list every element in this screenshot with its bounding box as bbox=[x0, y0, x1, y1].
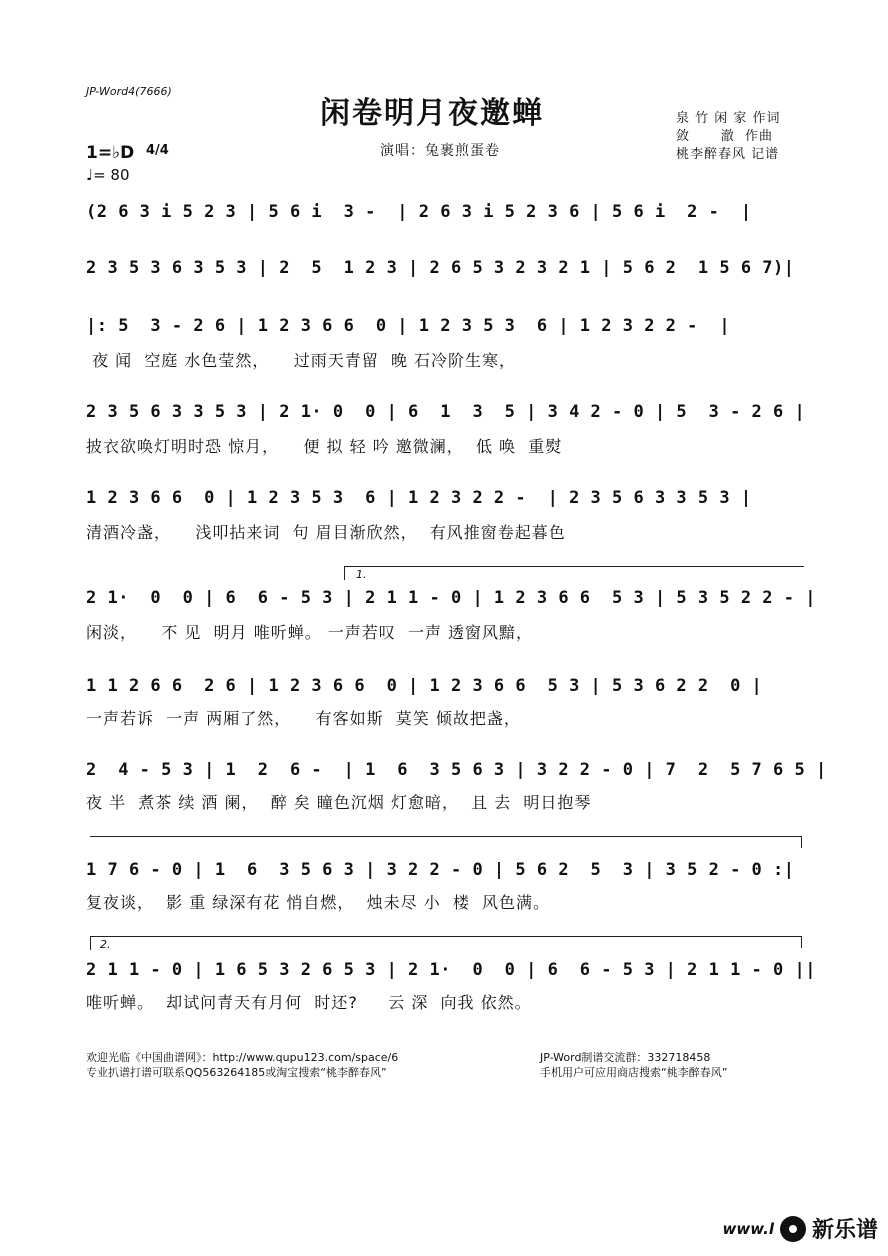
footer-left bbox=[86, 1050, 398, 1080]
lyric-line-5: 清酒冷盏， 浅叩拈来词 句 眉目渐欣然， 有风推窗卷起暮色 bbox=[86, 523, 566, 542]
credits bbox=[676, 110, 781, 164]
volta-2-tick-right bbox=[801, 936, 802, 948]
volta-1-line bbox=[344, 566, 804, 567]
notation-line-8: 2 4 - 5 3 | 1 2 6 - | 1 6 3 5 6 3 | 3 2 2 - 0 | 7 2 5 7 6 5 | bbox=[86, 760, 827, 780]
time-signature: 4/4 bbox=[146, 143, 169, 158]
footer-app-note: 手机用户可应用商店搜索“桃李醉春风” bbox=[540, 1066, 728, 1079]
notation-line-10: 2 1 1 - 0 | 1 6 5 3 2 6 5 3 | 2 1· 0 0 | 6 6 - 5 3 | 2 1 1 - 0 || bbox=[86, 960, 816, 980]
notation-line-6: 2 1· 0 0 | 6 6 - 5 3 | 2 1 1 - 0 | 1 2 3 6 6 5 3 | 5 3 5 2 2 - | bbox=[86, 588, 816, 608]
notation-line-1: (2 6 3 i 5 2 3 | 5 6 i 3 - | 2 6 3 i 5 2 3 6 | 5 6 i 2 - | bbox=[86, 202, 752, 222]
volta-2-tick bbox=[90, 936, 91, 950]
transcriber-credit: 桃李醉春风 记谱 bbox=[676, 147, 780, 162]
song-title: 闲卷明月夜邀蝉 bbox=[320, 96, 544, 131]
lyric-line-6: 闲淡， 不 见 明月 唯听蝉。 一声若叹 一声 透窗风黯， bbox=[86, 623, 534, 642]
tempo-mark: ♩= 80 bbox=[86, 166, 130, 184]
notation-line-4: 2 3 5 6 3 3 5 3 | 2 1· 0 0 | 6 1 3 5 | 3 4 2 - 0 | 5 3 - 2 6 | bbox=[86, 402, 806, 422]
lyric-line-7: 一声若诉 一声 两厢了然， 有客如斯 莫笑 倾故把盏， bbox=[86, 709, 521, 728]
system-divider-tick bbox=[801, 836, 802, 848]
lyric-line-9: 复夜谈， 影 重 绿深有花 悄自燃， 烛未尽 小 楼 风色满。 bbox=[86, 893, 551, 912]
notation-line-9: 1 7 6 - 0 | 1 6 3 5 6 3 | 3 2 2 - 0 | 5 6 2 5 3 | 3 5 2 - 0 :| bbox=[86, 860, 795, 880]
footer-site-link[interactable]: 欢迎光临《中国曲谱网》：http://www.qupu123.com/space/6 bbox=[86, 1051, 399, 1064]
footer-contact: 专业扒谱打谱可联系QQ563264185或淘宝搜索“桃李醉春风” bbox=[86, 1066, 387, 1079]
key-signature: 1=♭D bbox=[86, 143, 135, 163]
music-disc-icon bbox=[780, 1216, 806, 1242]
logo-www-text: www.l bbox=[722, 1219, 774, 1238]
footer-right bbox=[540, 1050, 727, 1080]
lyric-line-10: 唯听蝉。 却试问青天有月何 时还? 云 深 向我 依然。 bbox=[86, 993, 532, 1012]
lyric-line-4: 披衣欲唤灯明时恐 惊月， 便 拟 轻 吟 邀微澜， 低 唤 重熨 bbox=[86, 437, 563, 456]
lyricist-credit: 泉 竹 闲 家 作词 bbox=[676, 111, 781, 126]
volta-2-line bbox=[90, 936, 802, 937]
footer-group: JP-Word制谱交流群：332718458 bbox=[540, 1051, 711, 1064]
site-logo bbox=[723, 1213, 878, 1244]
notation-line-3: |: 5 3 - 2 6 | 1 2 3 6 6 0 | 1 2 3 5 3 6 | 1 2 3 2 2 - | bbox=[86, 316, 731, 336]
notation-line-5: 1 2 3 6 6 0 | 1 2 3 5 3 6 | 1 2 3 2 2 - | 2 3 5 6 3 3 5 3 | bbox=[86, 488, 752, 508]
system-divider bbox=[90, 836, 802, 837]
notation-line-2: 2 3 5 3 6 3 5 3 | 2 5 1 2 3 | 2 6 5 3 2 3 2 1 | 5 6 2 1 5 6 7)| bbox=[86, 258, 795, 278]
notation-line-7: 1 1 2 6 6 2 6 | 1 2 3 6 6 0 | 1 2 3 6 6 5 3 | 5 3 6 2 2 0 | bbox=[86, 676, 763, 696]
singer-credit: 演唱：兔裹煎蛋卷 bbox=[380, 143, 500, 159]
score-code: JP-Word4(7666) bbox=[86, 85, 172, 98]
lyric-line-8: 夜 半 煮茶 续 酒 阑， 醉 矣 瞳色沉烟 灯愈暗， 且 去 明日抱琴 bbox=[86, 793, 592, 812]
composer-credit: 敛 澈 作曲 bbox=[676, 129, 774, 144]
lyric-line-3: 夜 闻 空庭 水色莹然， 过雨天青留 晚 石冷阶生寒， bbox=[86, 351, 517, 370]
volta-2-label: 2. bbox=[100, 938, 111, 951]
volta-1-tick bbox=[344, 566, 345, 580]
volta-1-label: 1. bbox=[356, 568, 367, 581]
logo-name: 新乐谱 bbox=[811, 1218, 878, 1243]
